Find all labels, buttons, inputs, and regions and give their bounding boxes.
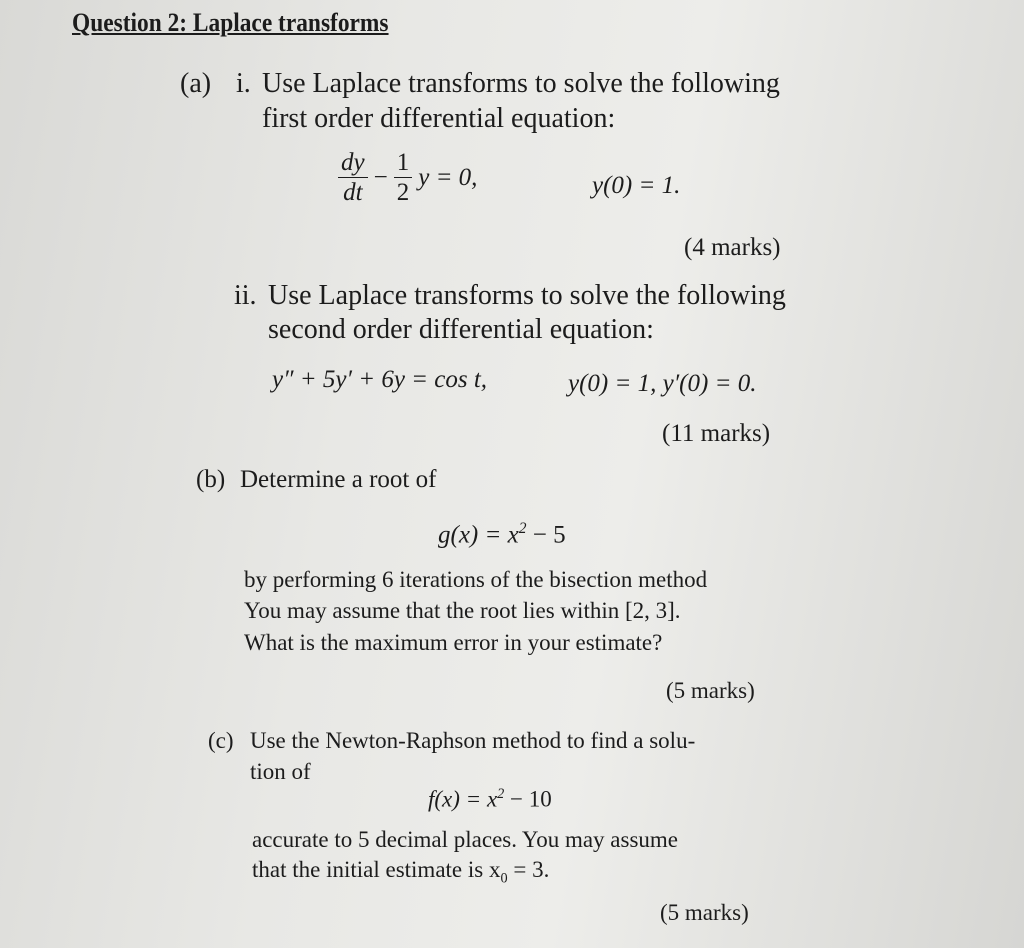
one-half-fraction: $\frac{1}{2}$ xyxy=(394,150,413,205)
part-c-line2: tion of xyxy=(250,759,311,784)
part-c-marks: (5 marks) xyxy=(660,900,749,925)
part-c-label: (c) xyxy=(208,728,234,753)
part-a-ii-line1: Use Laplace transforms to solve the following xyxy=(268,280,786,311)
part-a-ii-initial-condition: y(0) = 1, y′(0) = 0. xyxy=(568,370,757,397)
part-a-ii-line2: second order differential equation: xyxy=(268,314,654,345)
part-b-label: (b) xyxy=(196,466,226,493)
part-c-line1: Use the Newton-Raphson method to find a solu- xyxy=(250,728,696,753)
part-a-i-marks: (4 marks) xyxy=(684,234,781,261)
part-b-line3: What is the maximum error in your estimate? xyxy=(244,630,663,655)
part-a-ii-label: ii. xyxy=(234,280,257,311)
dy-dt-fraction: $\frac{dy}{dt}$ xyxy=(338,150,368,205)
part-a-i-line1: Use Laplace transforms to solve the following xyxy=(262,68,780,99)
part-c-line3: accurate to 5 decimal places. You may assume xyxy=(252,827,679,852)
part-b-line1: by performing 6 iterations of the bisection method xyxy=(244,567,708,592)
part-b-line2: You may assume that the root lies within [2, 3]. xyxy=(244,598,681,623)
part-b-marks: (5 marks) xyxy=(666,678,755,703)
part-c-equation: $f(x) = x^2 - 10$ xyxy=(428,786,552,812)
part-a-i-equation: $\frac{dy}{dt}$ − $\frac{1}{2}$ y = 0, xyxy=(338,150,477,205)
part-a-ii-equation: y″ + 5y′ + 6y = cos t, xyxy=(272,366,488,393)
page-title: Question 2: Laplace transforms xyxy=(72,8,389,37)
part-a-i-initial-condition: y(0) = 1. xyxy=(592,172,681,199)
part-a-i-label: i. xyxy=(236,68,251,99)
part-b-intro: Determine a root of xyxy=(240,466,437,493)
part-a-ii-marks: (11 marks) xyxy=(662,420,771,447)
part-a-label: (a) xyxy=(180,68,212,99)
part-c-line4: that the initial estimate is $x_0 = 3$. xyxy=(252,857,550,887)
part-b-equation: $g(x) = x^2 - 5$ xyxy=(438,520,566,549)
part-a-i-line2: first order differential equation: xyxy=(262,103,616,134)
